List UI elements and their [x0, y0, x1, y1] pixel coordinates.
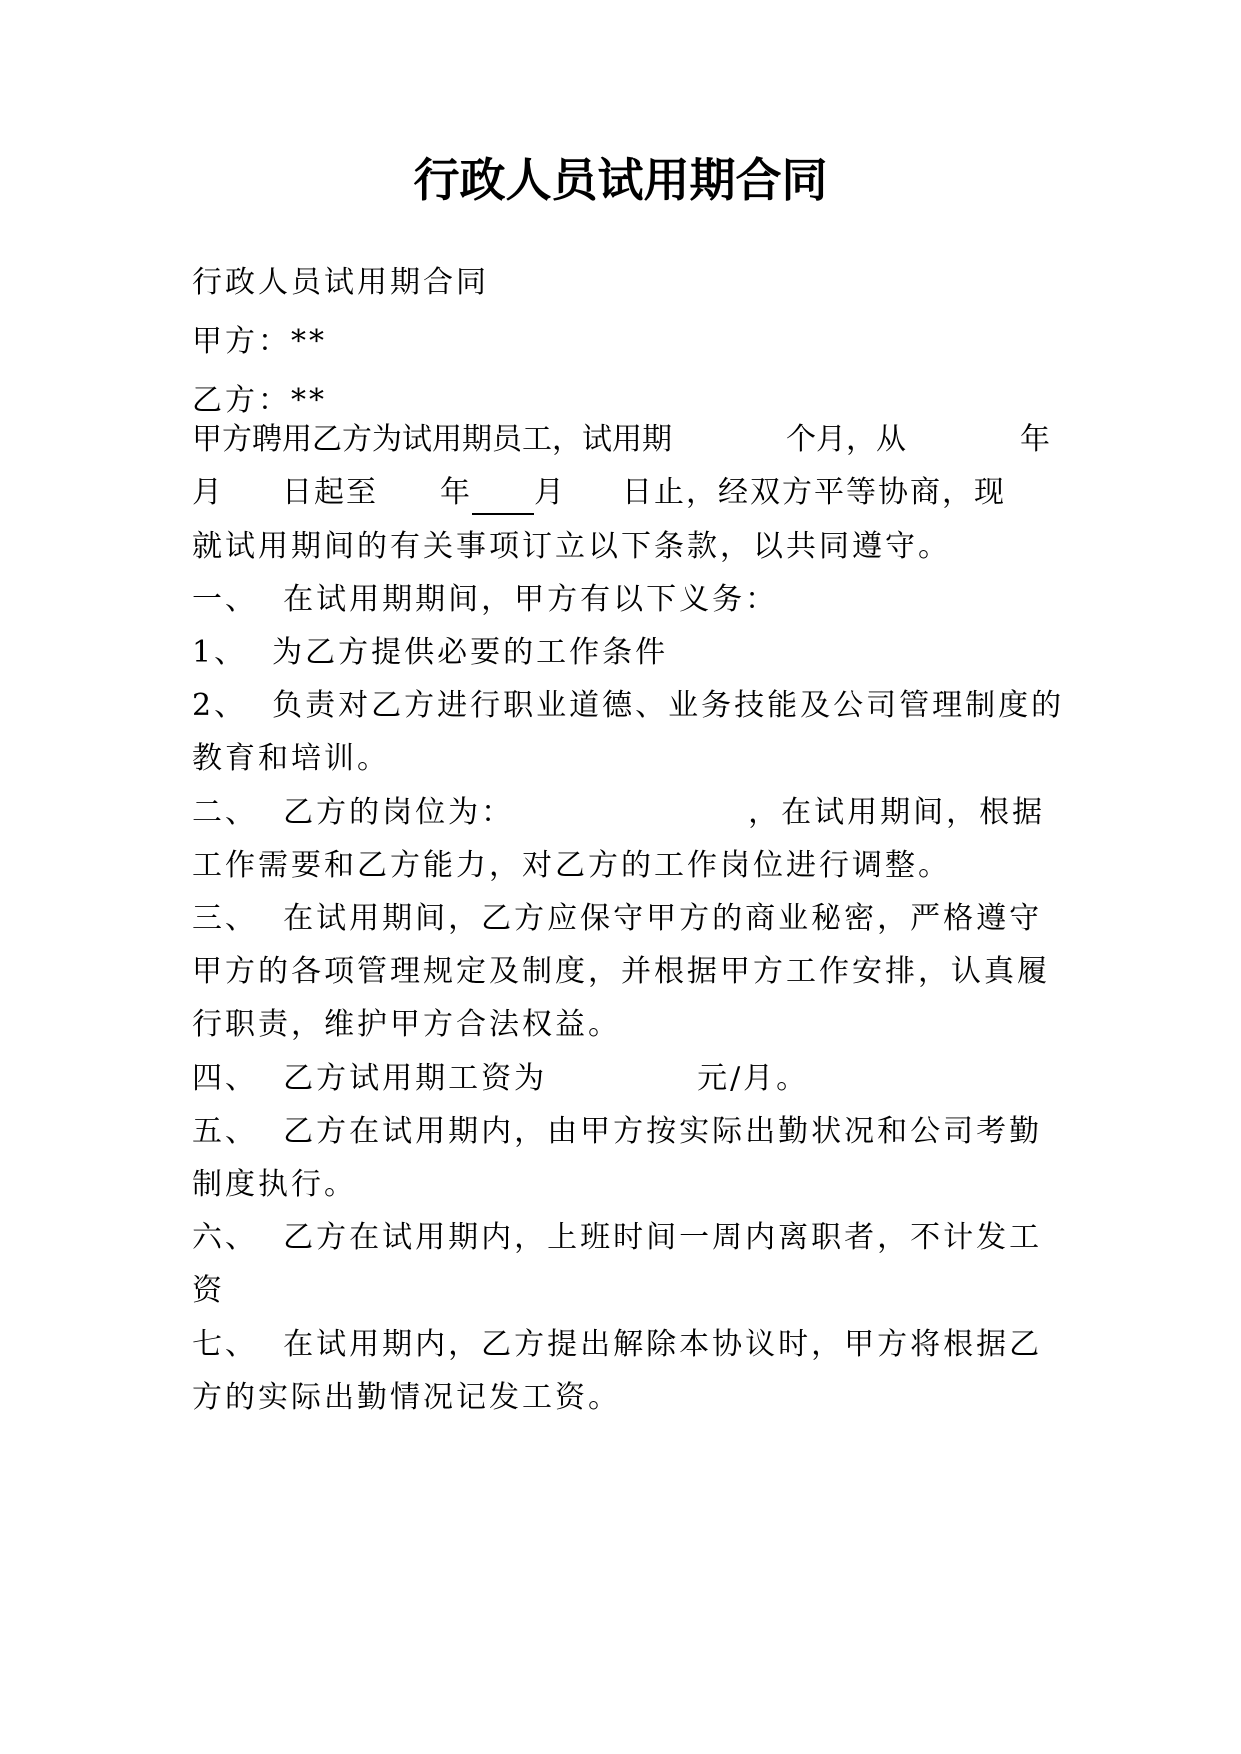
intro-text: 年	[440, 475, 472, 510]
intro-line-3: 就试用期间的有关事项订立以下条款，以共同遵守。	[192, 529, 951, 564]
intro-text: 甲方聘用乙方为试用期员工，试用期	[192, 422, 672, 457]
intro-text: 个月，从	[786, 422, 906, 457]
underline-blank	[472, 473, 534, 515]
clause-text: ，在试用期间，根据	[748, 795, 1046, 830]
clause-6-cont: 资	[192, 1273, 225, 1308]
clause-3: 三、 在试用期间，乙方应保守甲方的商业秘密，严格遵守	[192, 901, 1043, 936]
clause-2-cont: 工作需要和乙方能力，对乙方的工作岗位进行调整。	[192, 848, 951, 883]
intro-line-1	[192, 420, 1050, 460]
clause-5-cont: 制度执行。	[192, 1167, 357, 1202]
clause-6: 六、 乙方在试用期内，上班时间一周内离职者，不计发工	[192, 1220, 1043, 1255]
clause-text: 二、 乙方的岗位为：	[192, 795, 515, 830]
intro-line-2	[192, 473, 1006, 515]
clause-4	[192, 1059, 809, 1099]
clause-1: 一、 在试用期期间，甲方有以下义务：	[192, 582, 779, 617]
clause-5: 五、 乙方在试用期内，由甲方按实际出勤状况和公司考勤	[192, 1114, 1043, 1149]
clause-text: 四、 乙方试用期工资为	[192, 1061, 548, 1096]
clause-1-item-2: 2、 负责对乙方进行职业道德、业务技能及公司管理制度的	[192, 688, 1065, 723]
clause-2	[192, 793, 1045, 833]
clause-1-item-1: 1、 为乙方提供必要的工作条件	[192, 635, 669, 670]
party-b: 乙方：**	[192, 383, 327, 418]
intro-text: 月	[192, 475, 224, 510]
clause-7-cont: 方的实际出勤情况记发工资。	[192, 1380, 621, 1415]
intro-text: 日止，经双方平等协商，现	[622, 475, 1006, 510]
document-title: 行政人员试用期合同	[413, 153, 828, 207]
subtitle: 行政人员试用期合同	[192, 265, 489, 300]
intro-text: 月	[534, 475, 566, 510]
party-a: 甲方：**	[192, 324, 327, 359]
clause-7: 七、 在试用期内，乙方提出解除本协议时，甲方将根据乙	[192, 1327, 1043, 1362]
clause-text: 元/月。	[697, 1061, 810, 1096]
intro-text: 日起至	[282, 475, 378, 510]
intro-text: 年	[1020, 422, 1050, 457]
clause-3-cont: 甲方的各项管理规定及制度，并根据甲方工作安排，认真履	[192, 954, 1050, 989]
clause-3-cont: 行职责，维护甲方合法权益。	[192, 1007, 621, 1042]
clause-1-item-2-cont: 教育和培训。	[192, 741, 390, 776]
